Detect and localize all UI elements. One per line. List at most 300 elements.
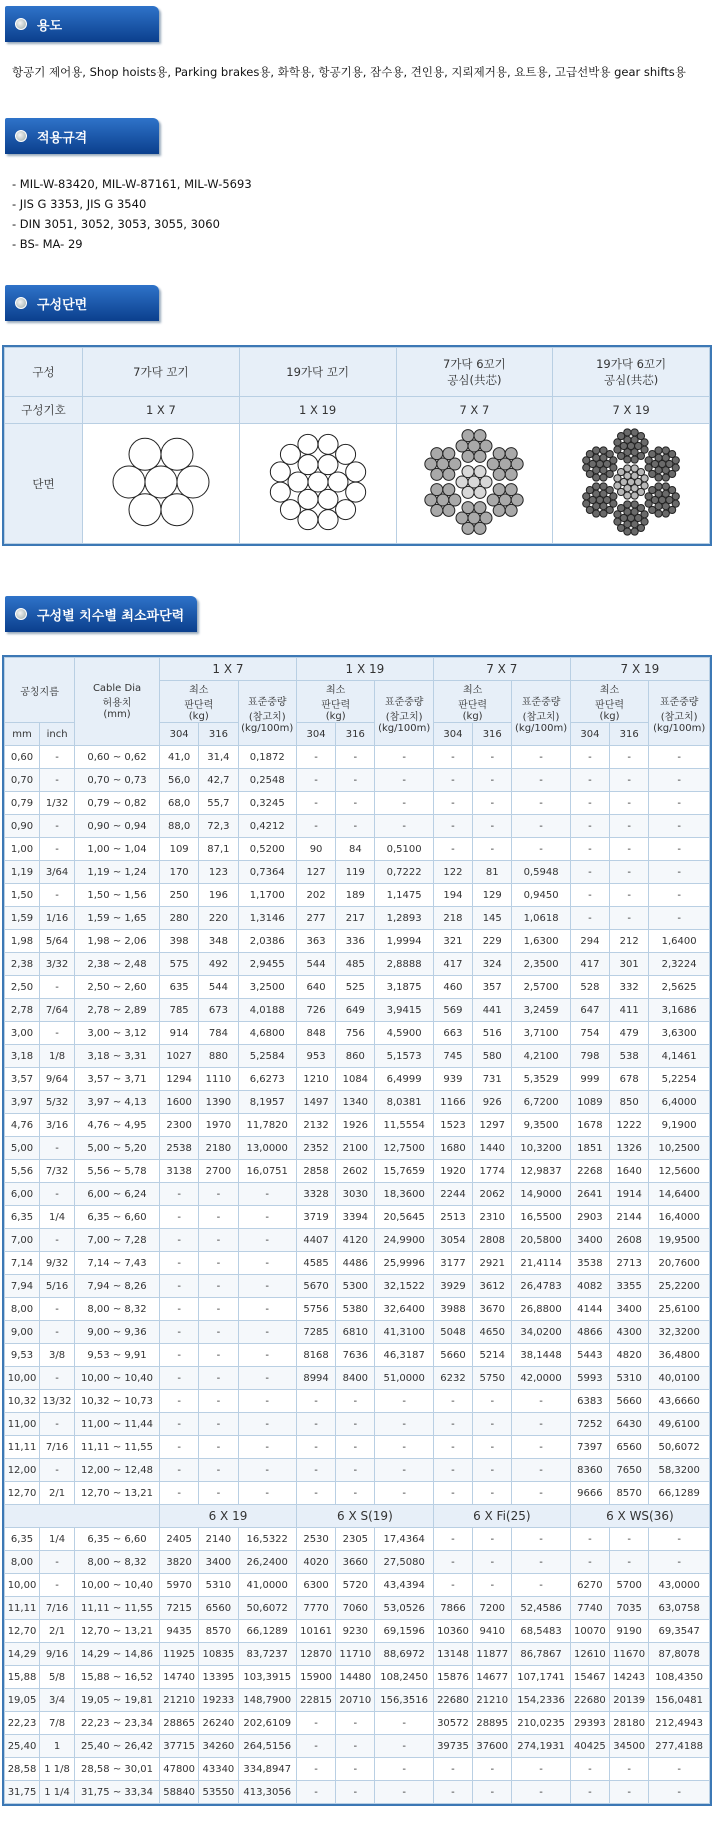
table-cell: 11,11 ~ 11,55 (75, 1597, 160, 1620)
table-cell: 647 (570, 999, 609, 1022)
table-cell: 5/64 (40, 930, 75, 953)
table-cell: 189 (336, 884, 375, 907)
table-cell: 6232 (433, 1367, 472, 1390)
table-cell: 2,78 ~ 2,89 (75, 999, 160, 1022)
table-cell: - (649, 1528, 710, 1551)
table-cell: - (512, 1482, 570, 1505)
wire (298, 434, 318, 454)
table-cell: - (40, 815, 75, 838)
table-cell: - (375, 746, 433, 769)
table-cell: - (512, 792, 570, 815)
table-row (5, 1275, 710, 1298)
table-cell: 10,00 ~ 10,40 (75, 1367, 160, 1390)
table-cell: 41,3100 (375, 1321, 433, 1344)
table-cell: - (336, 1390, 375, 1413)
wire (298, 455, 318, 475)
table-cell: - (336, 1758, 375, 1781)
table-cell: 16,4000 (649, 1206, 710, 1229)
table-cell: 12,70 (5, 1482, 40, 1505)
table-cell: - (40, 1022, 75, 1045)
table-cell: 9410 (473, 1620, 512, 1643)
table-cell: 7200 (473, 1597, 512, 1620)
table-cell: 7035 (610, 1597, 649, 1620)
table-cell: 31,75 (5, 1781, 40, 1804)
wire (443, 504, 455, 516)
table-cell: - (570, 792, 609, 815)
wire (298, 489, 318, 509)
table-cell: 22680 (570, 1689, 609, 1712)
table-cell: - (199, 1367, 238, 1390)
table-cell: 1920 (433, 1160, 472, 1183)
structure-name: 19가닥 꼬기 (239, 348, 396, 397)
table-cell: 13395 (199, 1666, 238, 1689)
table-row (5, 1758, 710, 1781)
table-cell: - (336, 815, 375, 838)
group-header: 6 X 19 (160, 1505, 297, 1528)
table-cell: 3,1686 (649, 999, 710, 1022)
table-cell: 7740 (570, 1597, 609, 1620)
table-cell: 0,4212 (238, 815, 296, 838)
table-cell: 9,53 (5, 1344, 40, 1367)
table-cell: 19,9500 (649, 1229, 710, 1252)
table-cell: 6300 (296, 1574, 335, 1597)
usage-text: 항공기 제어용, Shop hoists용, Parking brakes용, 화학용, 항공기용, 잠수용, 견인용, 지뢰제거용, 요트용, 고급선박용 gear shifts용 (12, 65, 686, 79)
table-cell: 5300 (336, 1275, 375, 1298)
table-cell: 16,5322 (238, 1528, 296, 1551)
table-cell: 43,4394 (375, 1574, 433, 1597)
table-cell: 34260 (199, 1735, 238, 1758)
wire (494, 448, 506, 460)
table-cell: 1774 (473, 1160, 512, 1183)
wire (462, 430, 474, 442)
table-cell: - (336, 1781, 375, 1804)
table-cell: 11,00 (5, 1413, 40, 1436)
table-cell: 516 (473, 1022, 512, 1045)
table-cell: 8,00 (5, 1298, 40, 1321)
table-cell: 0,60 (5, 746, 40, 769)
table-cell: 20139 (610, 1689, 649, 1712)
table-cell: 16,5500 (512, 1206, 570, 1229)
wire (345, 482, 365, 502)
table-cell: 8,00 ~ 8,32 (75, 1298, 160, 1321)
table-cell: - (199, 1482, 238, 1505)
table-cell: 2,5700 (512, 976, 570, 999)
table-row (5, 1781, 710, 1804)
table-row (5, 953, 710, 976)
table-cell: - (649, 792, 710, 815)
table-cell: - (296, 1459, 335, 1482)
table-cell: 4,1461 (649, 1045, 710, 1068)
table-cell: 18,3600 (375, 1183, 433, 1206)
table-cell: 3394 (336, 1206, 375, 1229)
table-cell: 69,3547 (649, 1620, 710, 1643)
table-cell: 26,2400 (238, 1551, 296, 1574)
table-cell: - (40, 1413, 75, 1436)
table-cell: 5970 (160, 1574, 199, 1597)
table-cell: 6,35 (5, 1528, 40, 1551)
table-cell: - (336, 746, 375, 769)
table-cell: 850 (610, 1091, 649, 1114)
table-cell: - (375, 769, 433, 792)
table-cell: 11,5554 (375, 1114, 433, 1137)
table-cell: 3,57 ~ 3,71 (75, 1068, 160, 1091)
wire (645, 500, 652, 507)
table-cell: 7,94 ~ 8,26 (75, 1275, 160, 1298)
table-cell: - (570, 1758, 609, 1781)
table-cell: 7397 (570, 1436, 609, 1459)
table-cell: 28,58 ~ 30,01 (75, 1758, 160, 1781)
grade-304-header: 304 (296, 723, 335, 746)
table-cell: 1 1/4 (40, 1781, 75, 1804)
wire (280, 444, 300, 464)
table-cell: - (199, 1206, 238, 1229)
wire (474, 502, 486, 514)
table-cell: 3670 (473, 1298, 512, 1321)
table-cell: 9,00 (5, 1321, 40, 1344)
table-cell: 10835 (199, 1643, 238, 1666)
table-cell: - (160, 1459, 199, 1482)
table-cell: - (649, 838, 710, 861)
table-cell: 492 (199, 953, 238, 976)
mm-header: mm (5, 723, 40, 746)
wire (614, 518, 621, 525)
std-weight-header: 표준중량 (참고치) (kg/100m) (649, 681, 710, 746)
table-cell: 1678 (570, 1114, 609, 1137)
table-cell: 1,6300 (512, 930, 570, 953)
table-cell: 277 (296, 907, 335, 930)
table-cell: 5750 (473, 1367, 512, 1390)
table-cell: 20,5645 (375, 1206, 433, 1229)
table-cell: 87,8078 (649, 1643, 710, 1666)
table-cell: - (296, 1436, 335, 1459)
table-row (5, 1436, 710, 1459)
table-cell: 22,23 ~ 23,34 (75, 1712, 160, 1735)
table-cell: 1/16 (40, 907, 75, 930)
table-row (5, 884, 710, 907)
table-cell: 745 (433, 1045, 472, 1068)
table-cell: 4650 (473, 1321, 512, 1344)
table-cell: 122 (433, 861, 472, 884)
table-cell: 4,76 (5, 1114, 40, 1137)
table-cell: 12,9837 (512, 1160, 570, 1183)
table-cell: 357 (473, 976, 512, 999)
wire (672, 493, 679, 500)
table-cell: - (473, 1390, 512, 1413)
table-cell: 49,6100 (649, 1413, 710, 1436)
table-cell: 1 1/8 (40, 1758, 75, 1781)
table-row (5, 861, 710, 884)
table-cell: 2,50 (5, 976, 40, 999)
table-cell: 1,1475 (375, 884, 433, 907)
table-cell: 6,35 ~ 6,60 (75, 1528, 160, 1551)
wire (298, 510, 318, 530)
wire (129, 438, 161, 470)
table-cell: 43,6660 (649, 1390, 710, 1413)
table-cell: 14677 (473, 1666, 512, 1689)
group-header: 7 X 19 (570, 658, 709, 681)
table-cell: 10,00 ~ 10,40 (75, 1574, 160, 1597)
group-header-spacer (5, 1505, 160, 1528)
table-cell: 6,4000 (649, 1091, 710, 1114)
grade-316-header: 316 (336, 723, 375, 746)
structure-name: 7가닥 꼬기 (83, 348, 240, 397)
table-cell: 3,2500 (238, 976, 296, 999)
table-cell: 2,3500 (512, 953, 570, 976)
table-row (5, 1252, 710, 1275)
table-cell: - (473, 746, 512, 769)
header-row (5, 658, 710, 681)
table-cell: - (570, 746, 609, 769)
table-cell: 12,7500 (375, 1137, 433, 1160)
table-cell: - (160, 1321, 199, 1344)
table-cell: 3820 (160, 1551, 199, 1574)
table-cell: - (375, 1735, 433, 1758)
table-row (5, 1344, 710, 1367)
table-cell: 1,59 (5, 907, 40, 930)
std-weight-header: 표준중량 (참고치) (kg/100m) (375, 681, 433, 746)
table-cell: - (336, 1482, 375, 1505)
table-cell: 332 (610, 976, 649, 999)
table-cell: - (40, 1137, 75, 1160)
table-cell: - (160, 1367, 199, 1390)
table-cell: 5,2254 (649, 1068, 710, 1091)
wire (462, 502, 474, 514)
table-cell: 3719 (296, 1206, 335, 1229)
table-cell: 12610 (570, 1643, 609, 1666)
table-cell: 1970 (199, 1114, 238, 1137)
table-cell: 107,1741 (512, 1666, 570, 1689)
table-cell: 229 (473, 930, 512, 953)
table-cell: 5310 (199, 1574, 238, 1597)
group-header: 6 X S(19) (296, 1505, 433, 1528)
table-row (5, 792, 710, 815)
table-cell: - (610, 1551, 649, 1574)
table-cell: 11,11 (5, 1436, 40, 1459)
standards-list (12, 174, 252, 254)
wire (662, 474, 669, 481)
table-cell: 1,3146 (238, 907, 296, 930)
wire (335, 444, 355, 464)
table-cell: 1084 (336, 1068, 375, 1091)
table-cell: 5,56 (5, 1160, 40, 1183)
table-cell: 69,1596 (375, 1620, 433, 1643)
table-cell: 3,6300 (649, 1022, 710, 1045)
table-cell: 673 (199, 999, 238, 1022)
wire (270, 462, 290, 482)
table-cell: 34500 (610, 1735, 649, 1758)
bullet-icon (15, 297, 27, 309)
table-cell: 6270 (570, 1574, 609, 1597)
wire (624, 429, 631, 436)
table-cell: 40,0100 (649, 1367, 710, 1390)
table-cell: 294 (570, 930, 609, 953)
table-cell: 939 (433, 1068, 472, 1091)
table-cell: 2144 (610, 1206, 649, 1229)
table-cell: 84 (336, 838, 375, 861)
table-cell: 56,0 (160, 769, 199, 792)
table-cell: 26,4783 (512, 1275, 570, 1298)
table-cell: 413,3056 (238, 1781, 296, 1804)
table-cell: 1,00 (5, 838, 40, 861)
cross-section-7x7-diagram (419, 427, 529, 537)
usage-title: 용도 (37, 18, 63, 34)
table-cell: 6,00 (5, 1183, 40, 1206)
table-cell: 88,6972 (375, 1643, 433, 1666)
table-cell: - (473, 1459, 512, 1482)
table-cell: 109 (160, 838, 199, 861)
table-cell: - (610, 838, 649, 861)
table-cell: - (433, 815, 472, 838)
table-cell: 2,8888 (375, 953, 433, 976)
table-cell: 37715 (160, 1735, 199, 1758)
structure-symbol: 1 X 7 (83, 397, 240, 424)
table-cell: 0,70 (5, 769, 40, 792)
table-cell: - (512, 1781, 570, 1804)
table-cell: 39735 (433, 1735, 472, 1758)
table-cell: 2,0386 (238, 930, 296, 953)
table-cell: 569 (433, 999, 472, 1022)
table-cell: 20710 (336, 1689, 375, 1712)
table-cell: 754 (570, 1022, 609, 1045)
table-cell: 30572 (433, 1712, 472, 1735)
table-cell: 10,32 (5, 1390, 40, 1413)
table-cell: 10360 (433, 1620, 472, 1643)
min-break-header: 최소 판단력 (kg) (570, 681, 649, 723)
table-cell: 8,00 ~ 8,32 (75, 1551, 160, 1574)
table-cell: - (160, 1344, 199, 1367)
table-cell: 212 (610, 930, 649, 953)
table-cell: 12,00 ~ 12,48 (75, 1459, 160, 1482)
table-cell: 21210 (160, 1689, 199, 1712)
table-cell: - (433, 1436, 472, 1459)
table-cell: 363 (296, 930, 335, 953)
table-cell: 8570 (199, 1620, 238, 1643)
table-cell: 4,2100 (512, 1045, 570, 1068)
table-cell: 58840 (160, 1781, 199, 1804)
table-cell: - (40, 746, 75, 769)
table-cell: 6,6273 (238, 1068, 296, 1091)
table-cell: 5660 (433, 1344, 472, 1367)
table-cell: 25,40 (5, 1735, 40, 1758)
table-cell: - (199, 1436, 238, 1459)
wire (270, 482, 290, 502)
table-cell: - (473, 792, 512, 815)
wire (474, 486, 486, 498)
table-cell: - (473, 1436, 512, 1459)
wire (583, 464, 590, 471)
table-cell: - (473, 815, 512, 838)
table-cell: 2100 (336, 1137, 375, 1160)
table-cell: 324 (473, 953, 512, 976)
table-cell: 756 (336, 1022, 375, 1045)
table-cell: 1/4 (40, 1206, 75, 1229)
table-cell: - (199, 1275, 238, 1298)
table-row (5, 1574, 710, 1597)
table-cell: - (649, 769, 710, 792)
table-cell: 217 (336, 907, 375, 930)
table-cell: 3,2459 (512, 999, 570, 1022)
table-cell: 20,5800 (512, 1229, 570, 1252)
table-cell: 66,1289 (649, 1482, 710, 1505)
wire (288, 472, 308, 492)
table-cell: 5720 (336, 1574, 375, 1597)
table-cell: 4300 (610, 1321, 649, 1344)
table-cell: - (610, 907, 649, 930)
table-cell: 1,2893 (375, 907, 433, 930)
table-cell: 7285 (296, 1321, 335, 1344)
table-cell: 36,4800 (649, 1344, 710, 1367)
table-cell: 2903 (570, 1206, 609, 1229)
table-cell: 411 (610, 999, 649, 1022)
table-cell: 154,2336 (512, 1689, 570, 1712)
table-cell: 10070 (570, 1620, 609, 1643)
table-cell: - (160, 1252, 199, 1275)
grade-316-header: 316 (473, 723, 512, 746)
table-cell: 9435 (160, 1620, 199, 1643)
table-row (5, 1022, 710, 1045)
table-cell: 3,97 ~ 4,13 (75, 1091, 160, 1114)
table-cell: 12870 (296, 1643, 335, 1666)
table-cell: 4,0188 (238, 999, 296, 1022)
grade-316-header: 316 (199, 723, 238, 746)
wire (474, 450, 486, 462)
table-cell: 12,70 ~ 13,21 (75, 1620, 160, 1643)
structure-table (2, 345, 712, 546)
table-cell: 1,1700 (238, 884, 296, 907)
table-cell: - (375, 1436, 433, 1459)
table-cell: 3400 (199, 1551, 238, 1574)
table-cell: 6560 (199, 1597, 238, 1620)
table-cell: 2,50 ~ 2,60 (75, 976, 160, 999)
table-cell: - (649, 1758, 710, 1781)
wire (624, 501, 631, 508)
table-row (5, 1160, 710, 1183)
table-row (5, 1114, 710, 1137)
table-cell: 6,35 (5, 1206, 40, 1229)
wire (318, 434, 338, 454)
table-cell: 1440 (473, 1137, 512, 1160)
table-cell: - (473, 1758, 512, 1781)
table-cell: 6,35 ~ 6,60 (75, 1206, 160, 1229)
table-cell: 3,7100 (512, 1022, 570, 1045)
table-cell: 9230 (336, 1620, 375, 1643)
table-cell: 479 (610, 1022, 649, 1045)
table-cell: - (160, 1183, 199, 1206)
wire (113, 466, 145, 498)
table-cell: 1340 (336, 1091, 375, 1114)
wire (462, 466, 474, 478)
table-cell: 12,70 ~ 13,21 (75, 1482, 160, 1505)
table-cell: 10,32 ~ 10,73 (75, 1390, 160, 1413)
table-cell: 1,6400 (649, 930, 710, 953)
wire (318, 489, 338, 509)
table-cell: 3929 (433, 1275, 472, 1298)
table-cell: 7252 (570, 1413, 609, 1436)
table-cell: - (610, 769, 649, 792)
table-cell: 38,1448 (512, 1344, 570, 1367)
table-cell: 24,9900 (375, 1229, 433, 1252)
table-cell: 398 (160, 930, 199, 953)
table-row (5, 746, 710, 769)
table-cell: - (238, 1344, 296, 1367)
standards-item: - BS- MA- 29 (12, 237, 83, 251)
table-cell: 6560 (610, 1436, 649, 1459)
table-cell: - (433, 1551, 472, 1574)
table-cell: - (433, 1528, 472, 1551)
table-cell: 83,7237 (238, 1643, 296, 1666)
table-cell: 5,56 ~ 5,78 (75, 1160, 160, 1183)
table-cell: 999 (570, 1068, 609, 1091)
